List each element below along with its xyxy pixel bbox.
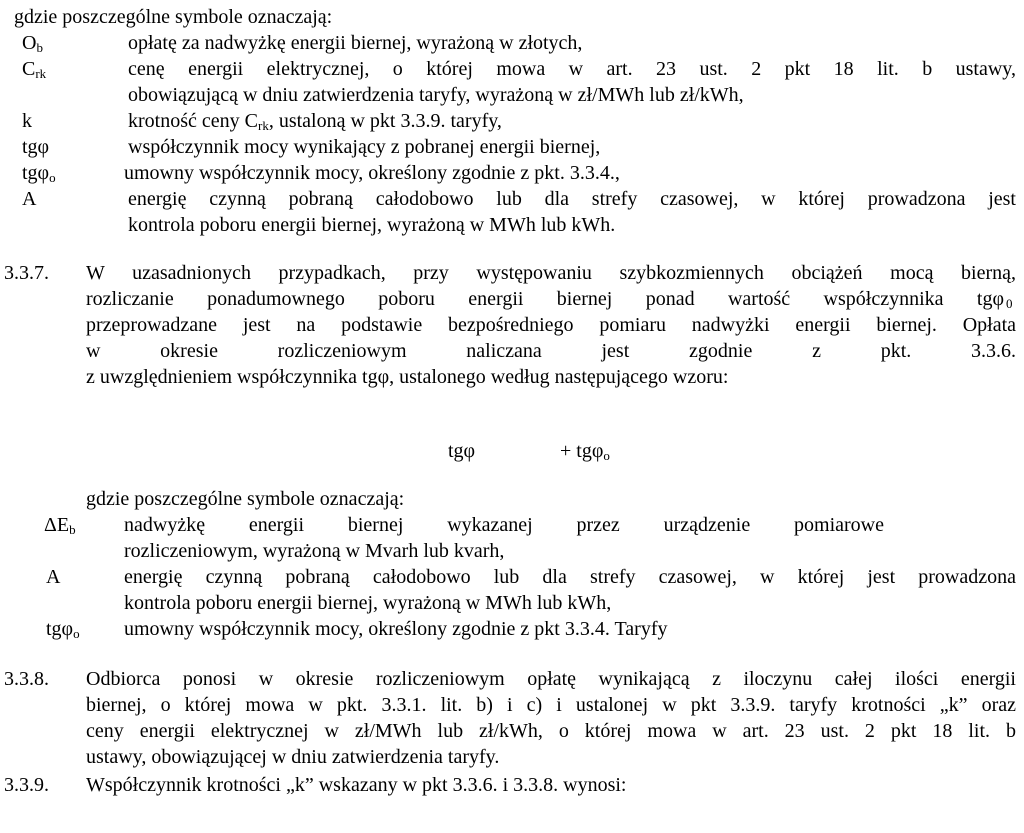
section-number-339: 3.3.9. [4, 774, 49, 796]
section-337-line-2: rozliczanie ponadumownego poboru energii biernej ponad wartość współczynnika tgφ [86, 288, 1004, 310]
definition-ob: opłatę za nadwyżkę energii biernej, wyrażoną w złotych, [128, 32, 583, 54]
symbol-delta-eb: $\Delta E_b$ [44, 514, 76, 537]
definition-delta-eb-cont: rozliczeniowym, wyrażoną w Mvarh lub kvarh, [124, 540, 505, 562]
definition-tgphi: współczynnik mocy wynikający z pobranej energii biernej, [128, 136, 601, 158]
section-338-line-2: biernej, o której mowa w pkt. 3.3.1. lit. b) i c) i ustalonej w pkt 3.3.9. taryfy krotności „k” oraz [86, 694, 1016, 716]
formula-right: + tgφ$_o$ [560, 440, 610, 463]
definition-crk: cenę energii elektrycznej, o której mowa w art. 23 ust. 2 pkt 18 lit. b ustawy, [128, 58, 1016, 80]
symbol-tgphi-o: tgφ$_o$ [22, 162, 56, 185]
symbol-k: k [22, 110, 32, 132]
section-338-line-4: ustawy, obowiązującej w dniu zatwierdzenia taryfy. [86, 746, 500, 768]
definition-a-2-cont: kontrola poboru energii biernej, wyrażoną w MWh lub kWh, [124, 592, 612, 614]
definition-k: krotność ceny $C_{rk}$, ustaloną w pkt 3.3.9. taryfy, [128, 110, 502, 133]
section-337-line-5: z uwzględnieniem współczynnika tgφ, ustalonego według następującego wzoru: [86, 366, 729, 388]
formula-left: tgφ [448, 440, 476, 462]
intro-text-2: gdzie poszczególne symbole oznaczają: [86, 488, 405, 510]
section-337-line-1: W uzasadnionych przypadkach, przy występowaniu szybkozmiennych obciążeń mocą bierną, [86, 262, 1016, 284]
section-338-line-3: ceny energii elektrycznej w zł/MWh lub zł/kWh, o której mowa w art. 23 ust. 2 pkt 18 lit. b [86, 720, 1016, 742]
definition-tgphi-o: umowny współczynnik mocy, określony zgodnie z pkt. 3.3.4., [124, 162, 620, 184]
symbol-ob: $O_b$ [22, 32, 43, 55]
definition-crk-cont: obowiązującą w dniu zatwierdzenia taryfy, wyrażoną w zł/MWh lub zł/kWh, [128, 84, 744, 106]
definition-a-cont: kontrola poboru energii biernej, wyrażoną w MWh lub kWh. [128, 214, 616, 236]
symbol-a-2: A [46, 566, 61, 588]
intro-text-1: gdzie poszczególne symbole oznaczają: [14, 6, 333, 28]
definition-delta-eb: nadwyżkę energii biernej wykazanej przez urządzenie pomiarowe [124, 514, 884, 536]
section-number-337: 3.3.7. [4, 262, 49, 284]
definition-a: energię czynną pobraną całodobowo lub dla strefy czasowej, w której prowadzona jest [128, 188, 1016, 210]
symbol-tgphi-o-2: tgφ$_o$ [46, 618, 80, 641]
section-337-line-2-sub: 0 [1006, 296, 1013, 311]
definition-a-2: energię czynną pobraną całodobowo lub dla strefy czasowej, w której jest prowadzona [124, 566, 1016, 588]
section-337-line-4: w okresie rozliczeniowym naliczana jest zgodnie z pkt. 3.3.6. [86, 340, 1016, 362]
symbol-tgphi: tgφ [22, 136, 50, 158]
symbol-a: A [22, 188, 37, 210]
section-339-text: Współczynnik krotności „k” wskazany w pkt 3.3.6. i 3.3.8. wynosi: [86, 774, 627, 796]
section-338-line-1: Odbiorca ponosi w okresie rozliczeniowym opłatę wynikającą z iloczynu całej ilości energii [86, 668, 1016, 690]
section-337-line-3: przeprowadzane jest na podstawie bezpośredniego pomiaru nadwyżki energii biernej. Opłata [86, 314, 1016, 336]
section-number-338: 3.3.8. [4, 668, 49, 690]
definition-tgphi-o-2: umowny współczynnik mocy, określony zgodnie z pkt 3.3.4. Taryfy [124, 618, 668, 640]
symbol-crk: $C_{rk}$ [22, 58, 47, 81]
